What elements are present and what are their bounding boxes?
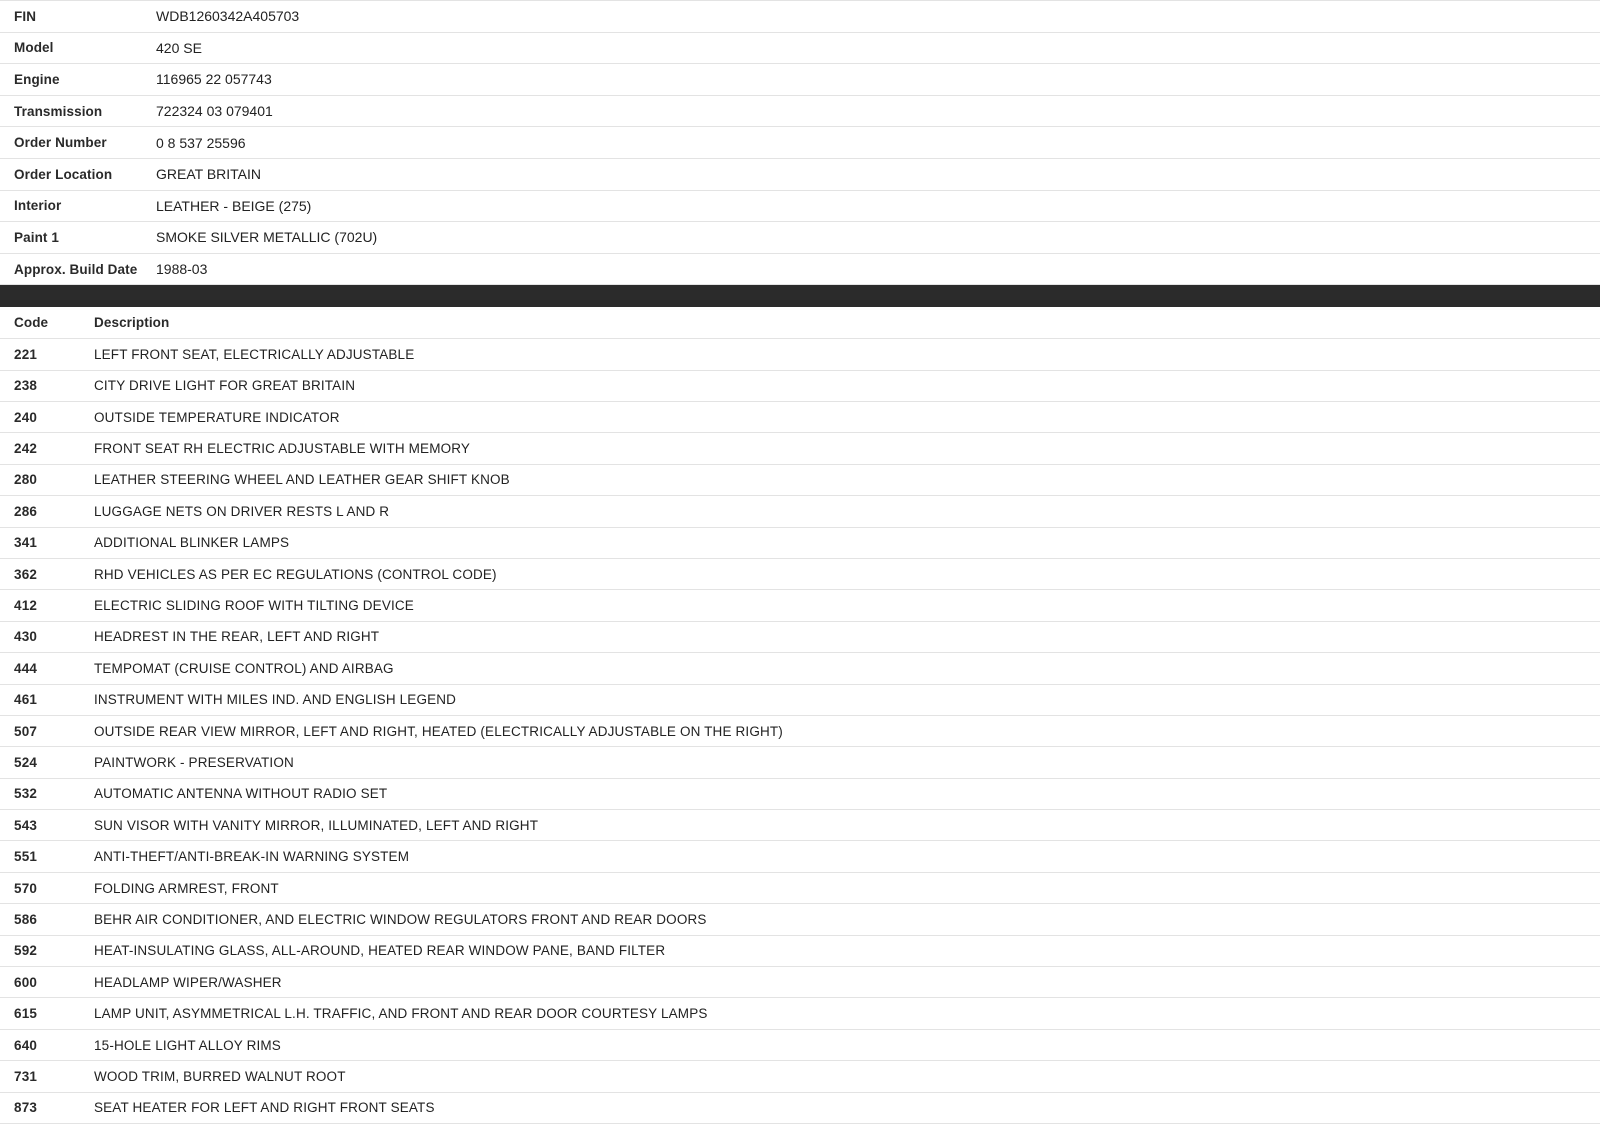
option-code: 412: [0, 590, 72, 621]
option-code: 615: [0, 998, 72, 1029]
option-code: 731: [0, 1061, 72, 1092]
option-code: 507: [0, 715, 72, 746]
option-description: HEADREST IN THE REAR, LEFT AND RIGHT: [72, 621, 1600, 652]
spec-value: 1988-03: [152, 253, 1600, 285]
option-code: 280: [0, 464, 72, 495]
spec-label: Order Location: [0, 158, 152, 190]
table-row: [0, 253, 1600, 285]
spec-value: 0 8 537 25596: [152, 127, 1600, 159]
option-code: 586: [0, 904, 72, 935]
table-row: [0, 778, 1600, 809]
table-row: [0, 496, 1600, 527]
option-description: BEHR AIR CONDITIONER, AND ELECTRIC WINDOW REGULATORS FRONT AND REAR DOORS: [72, 904, 1600, 935]
table-row: [0, 1029, 1600, 1060]
table-row: [0, 190, 1600, 222]
option-code: 873: [0, 1092, 72, 1123]
option-codes-table: [0, 307, 1600, 1124]
option-code: 430: [0, 621, 72, 652]
option-code: 242: [0, 433, 72, 464]
option-code: 341: [0, 527, 72, 558]
section-divider-band: [0, 285, 1600, 307]
table-row: [0, 402, 1600, 433]
table-row: [0, 1061, 1600, 1092]
table-row: [0, 998, 1600, 1029]
spec-label: Interior: [0, 190, 152, 222]
table-row: [0, 95, 1600, 127]
option-codes-header: [0, 307, 1600, 338]
table-row: [0, 935, 1600, 966]
spec-value: SMOKE SILVER METALLIC (702U): [152, 222, 1600, 254]
option-code: 240: [0, 402, 72, 433]
option-description: FOLDING ARMREST, FRONT: [72, 872, 1600, 903]
spec-label: FIN: [0, 1, 152, 33]
option-description: ADDITIONAL BLINKER LAMPS: [72, 527, 1600, 558]
option-code: 640: [0, 1029, 72, 1060]
option-description: HEAT-INSULATING GLASS, ALL-AROUND, HEATED REAR WINDOW PANE, BAND FILTER: [72, 935, 1600, 966]
option-code: 524: [0, 747, 72, 778]
option-codes-body: [0, 339, 1600, 1124]
table-row: [0, 967, 1600, 998]
option-description: FRONT SEAT RH ELECTRIC ADJUSTABLE WITH MEMORY: [72, 433, 1600, 464]
table-row: [0, 127, 1600, 159]
option-description: ANTI-THEFT/ANTI-BREAK-IN WARNING SYSTEM: [72, 841, 1600, 872]
table-header-row: [0, 307, 1600, 338]
table-row: [0, 222, 1600, 254]
column-header-code: Code: [0, 307, 72, 338]
option-description: HEADLAMP WIPER/WASHER: [72, 967, 1600, 998]
table-row: [0, 433, 1600, 464]
option-description: LEFT FRONT SEAT, ELECTRICALLY ADJUSTABLE: [72, 339, 1600, 370]
vehicle-spec-body: [0, 1, 1600, 285]
table-row: [0, 841, 1600, 872]
table-row: [0, 558, 1600, 589]
option-description: 15-HOLE LIGHT ALLOY RIMS: [72, 1029, 1600, 1060]
table-row: [0, 339, 1600, 370]
spec-label: Transmission: [0, 95, 152, 127]
table-row: [0, 1092, 1600, 1123]
spec-label: Paint 1: [0, 222, 152, 254]
option-description: CITY DRIVE LIGHT FOR GREAT BRITAIN: [72, 370, 1600, 401]
table-row: [0, 904, 1600, 935]
option-code: 238: [0, 370, 72, 401]
option-description: OUTSIDE REAR VIEW MIRROR, LEFT AND RIGHT, HEATED (ELECTRICALLY ADJUSTABLE ON THE RIGHT): [72, 715, 1600, 746]
table-row: [0, 872, 1600, 903]
option-description: INSTRUMENT WITH MILES IND. AND ENGLISH LEGEND: [72, 684, 1600, 715]
spec-value: 420 SE: [152, 32, 1600, 64]
spec-value: GREAT BRITAIN: [152, 158, 1600, 190]
table-row: [0, 158, 1600, 190]
table-row: [0, 527, 1600, 558]
option-code: 444: [0, 653, 72, 684]
option-code: 551: [0, 841, 72, 872]
option-description: LUGGAGE NETS ON DRIVER RESTS L AND R: [72, 496, 1600, 527]
option-description: SUN VISOR WITH VANITY MIRROR, ILLUMINATED, LEFT AND RIGHT: [72, 810, 1600, 841]
option-code: 570: [0, 872, 72, 903]
spec-value: 116965 22 057743: [152, 64, 1600, 96]
option-code: 221: [0, 339, 72, 370]
table-row: [0, 1, 1600, 33]
vehicle-spec-table: [0, 0, 1600, 285]
table-row: [0, 590, 1600, 621]
table-row: [0, 653, 1600, 684]
option-description: ELECTRIC SLIDING ROOF WITH TILTING DEVICE: [72, 590, 1600, 621]
option-description: WOOD TRIM, BURRED WALNUT ROOT: [72, 1061, 1600, 1092]
column-header-description: Description: [72, 307, 1600, 338]
table-row: [0, 684, 1600, 715]
option-description: SEAT HEATER FOR LEFT AND RIGHT FRONT SEATS: [72, 1092, 1600, 1123]
table-row: [0, 621, 1600, 652]
table-row: [0, 747, 1600, 778]
option-code: 461: [0, 684, 72, 715]
spec-value: WDB1260342A405703: [152, 1, 1600, 33]
spec-value: 722324 03 079401: [152, 95, 1600, 127]
option-code: 543: [0, 810, 72, 841]
table-row: [0, 370, 1600, 401]
option-code: 286: [0, 496, 72, 527]
option-description: AUTOMATIC ANTENNA WITHOUT RADIO SET: [72, 778, 1600, 809]
spec-value: LEATHER - BEIGE (275): [152, 190, 1600, 222]
option-description: PAINTWORK - PRESERVATION: [72, 747, 1600, 778]
option-description: RHD VEHICLES AS PER EC REGULATIONS (CONTROL CODE): [72, 558, 1600, 589]
table-row: [0, 464, 1600, 495]
spec-label: Order Number: [0, 127, 152, 159]
table-row: [0, 64, 1600, 96]
table-row: [0, 32, 1600, 64]
option-code: 362: [0, 558, 72, 589]
spec-label: Engine: [0, 64, 152, 96]
option-description: LEATHER STEERING WHEEL AND LEATHER GEAR SHIFT KNOB: [72, 464, 1600, 495]
spec-label: Model: [0, 32, 152, 64]
option-description: LAMP UNIT, ASYMMETRICAL L.H. TRAFFIC, AND FRONT AND REAR DOOR COURTESY LAMPS: [72, 998, 1600, 1029]
table-row: [0, 715, 1600, 746]
spec-label: Approx. Build Date: [0, 253, 152, 285]
option-code: 592: [0, 935, 72, 966]
table-row: [0, 810, 1600, 841]
option-description: OUTSIDE TEMPERATURE INDICATOR: [72, 402, 1600, 433]
option-code: 532: [0, 778, 72, 809]
option-description: TEMPOMAT (CRUISE CONTROL) AND AIRBAG: [72, 653, 1600, 684]
option-code: 600: [0, 967, 72, 998]
